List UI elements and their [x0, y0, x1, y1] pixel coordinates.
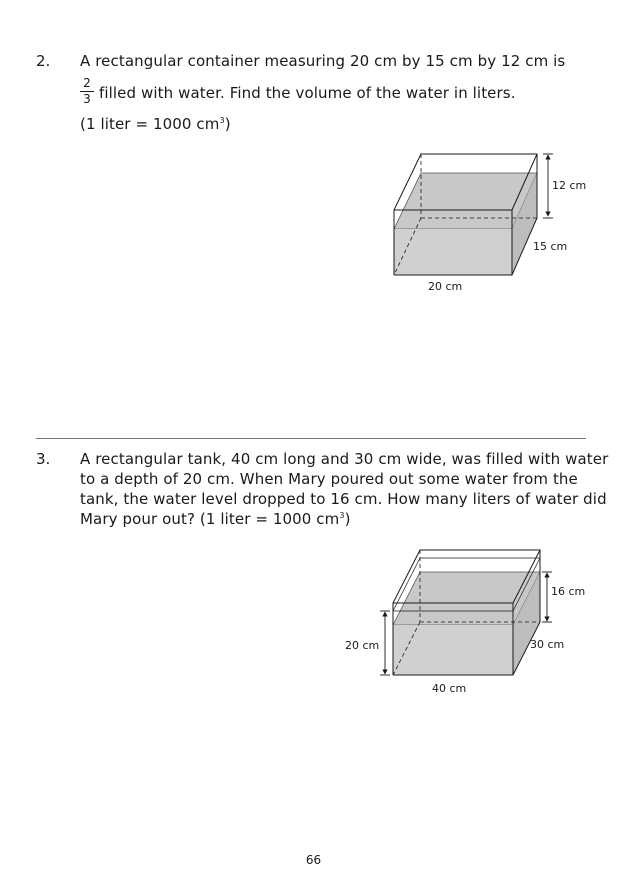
question-2-line-1: A rectangular container measuring 20 cm by 15 cm by 12 cm is [80, 52, 566, 70]
height-label: 12 cm [552, 179, 587, 192]
question-3-number: 3. [36, 450, 51, 468]
question-3-line-2: to a depth of 20 cm. When Mary poured out some water from the [80, 470, 578, 488]
tank-width-label: 30 cm [530, 638, 565, 651]
conversion-text: (1 liter = 1000 cm [80, 115, 220, 133]
question-3-line-1: A rectangular tank, 40 cm long and 30 cm wide, was filled with water [80, 450, 609, 468]
fraction-numerator: 2 [80, 77, 94, 92]
length-label: 20 cm [428, 280, 463, 293]
question-divider [36, 438, 586, 439]
question-3-line-3: tank, the water level dropped to 16 cm. How many liters of water did [80, 490, 607, 508]
page-number: 66 [305, 853, 322, 867]
fraction-denominator: 3 [83, 92, 91, 106]
cubed-superscript: 3 [339, 511, 345, 520]
cubed-superscript: 3 [219, 116, 225, 125]
width-label: 15 cm [533, 240, 568, 253]
closing-paren: ) [224, 115, 231, 133]
tank-water-front-face [393, 625, 513, 675]
new-level-label: 16 cm [551, 585, 586, 598]
question-2-line-2: filled with water. Find the volume of the water in liters. [99, 84, 516, 102]
question-2-number: 2. [36, 52, 51, 70]
question-3-text: Mary pour out? (1 liter = 1000 cm [80, 510, 340, 528]
water-front-face [394, 229, 512, 275]
closing-paren: ) [344, 510, 351, 528]
tank-length-label: 40 cm [432, 682, 467, 695]
old-level-label: 20 cm [345, 639, 380, 652]
question-3-line-4 [80, 510, 351, 528]
